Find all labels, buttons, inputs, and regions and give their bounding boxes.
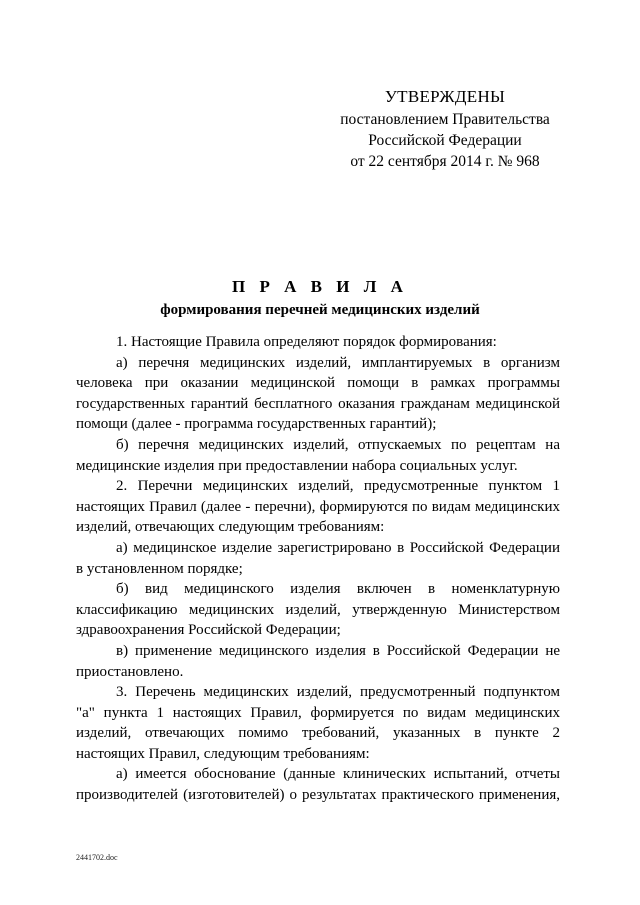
footer-filename: 2441702.doc (76, 853, 118, 862)
approval-title: УТВЕРЖДЕНЫ (384, 87, 506, 106)
paragraph-1: 1. Настоящие Правила определяют порядок формирования: (116, 334, 497, 350)
paragraph-2b: б) вид медицинского изделия включен в номенклатурную классификацию медицинских изделий, утвержденную Министерством здравоохранения Российской Федерации; (76, 581, 560, 639)
document-title: П Р А В И Л А (232, 277, 408, 296)
approval-line-1: постановлением Правительства (340, 111, 550, 128)
document-subtitle: формирования перечней медицинских изделий (160, 302, 480, 318)
paragraph-1a: а) перечня медицинских изделий, имплантируемых в организм человека при оказании медицинской помощи в рамках программы государственных гарантий бесплатного оказания гражданам медицинской помощи (далее - программа государственных гарантий); (76, 354, 560, 433)
approval-line-3: от 22 сентября 2014 г. № 968 (350, 153, 540, 170)
document-body (76, 332, 560, 806)
approval-line-2: Российской Федерации (368, 132, 522, 149)
paragraph-1b: б) перечня медицинских изделий, отпускаемых по рецептам на медицинские изделия при предоставлении набора социальных услуг. (76, 436, 560, 474)
paragraph-2a: а) медицинское изделие зарегистрировано в Российской Федерации в установленном порядке; (76, 539, 560, 577)
paragraph-3a: а) имеется обоснование (данные клинических испытаний, отчеты производителей (изготовителей) о результатах практического применения, (76, 766, 560, 804)
paragraph-2c: в) применение медицинского изделия в Российской Федерации не приостановлено. (76, 642, 560, 680)
paragraph-3: 3. Перечень медицинских изделий, предусмотренный подпунктом "а" пункта 1 настоящих Правил, формируется по видам медицинских изделий, отвечающих помимо требований, указанных в пункте 2 настоящих Правил, следующим требованиям: (76, 684, 560, 762)
paragraph-2: 2. Перечни медицинских изделий, предусмотренные пунктом 1 настоящих Правил (далее - перечни), формируются по видам медицинских изделий, отвечающих следующим требованиям: (76, 478, 560, 536)
approval-block (330, 86, 560, 172)
